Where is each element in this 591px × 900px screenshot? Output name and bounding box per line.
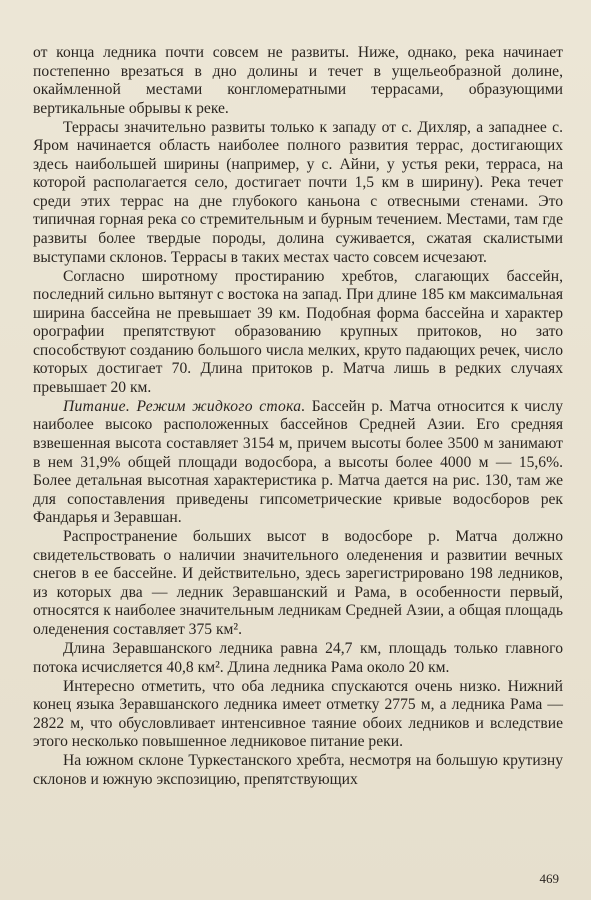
paragraph-6: Длина Зеравшанского ледника равна 24,7 км, площадь только главного потока исчисляется 40,8 км². Длина ледника Рама около 20 км. xyxy=(33,640,563,676)
paragraph-8: На южном склоне Туркестанского хребта, несмотря на большую крутизну склонов и южную экспозицию, препятствующих xyxy=(33,752,563,788)
paragraph-1: от конца ледника почти совсем не развиты. Ниже, однако, река начинает постепенно врезаться в дно долины и течет в ущельеобразной долине, окаймленной местами конгломератными террасами, образующими вертикальные обрывы к реке. xyxy=(33,44,563,117)
page-number: 469 xyxy=(539,871,559,886)
paragraph-2: Террасы значительно развиты только к западу от с. Дихляр, а западнее с. Яром начинается область наиболее полного развития террас, достигающих здесь наибольшей ширины (например, у с. Айни, у устья реки, терраса, на которой располагается село, достигает почти 1,5 км в ширину). Река течет среди этих террас на дне глубокого каньона с отвесными стенами. Это типичная горная река со стремительным и бурным течением. Местами, там где развиты более твердые породы, долина суживается, сжатая скалистыми выступами склонов. Террасы в таких местах часто совсем исчезают. xyxy=(33,118,563,266)
paragraph-7: Интересно отметить, что оба ледника спускаются очень низко. Нижний конец языка Зеравшанского ледника имеет отметку 2775 м, а ледника Рама — 2822 м, что обусловливает интенсивное таяние обоих ледников и вследствие этого несколько повышенное ледниковое питание реки. xyxy=(33,677,563,751)
paragraph-3: Согласно широтному простиранию хребтов, слагающих бассейн, последний сильно вытянут с востока на запад. При длине 185 км максимальная ширина бассейна не превышает 39 км. Подобная форма бассейна и характер орографии препятствуют образованию крупных притоков, но зато способствуют созданию большого числа мелких, круто падающих речек, число которых достигает 70. Длина притоков р. Матча лишь в редких случаях превышает 20 км. xyxy=(33,267,563,396)
paragraph-4-text: Бассейн р. Матча относится к числу наиболее высоко расположенных бассейнов Средней Азии. Его средняя взвешенная высота составляет 3154 м, причем высоты более 3500 м занимают в нем 31,9% общей площади водосбора, а высоты более 4000 м — 15,6%. Более детальная высотная характеристика р. Матча дается на рис. 130, там же для сопоставления приведены гипсометрические кривые водосборов рек Фандарья и Зеравшан. xyxy=(33,397,563,527)
section-heading-inline: Питание. Режим жидкого стока. xyxy=(63,397,306,415)
paragraph-4 xyxy=(33,398,563,528)
paragraph-5: Распространение больших высот в водосборе р. Матча должно свидетельствовать о наличии значительного оледенения и развитии вечных снегов в ее бассейне. И действительно, здесь зарегистрировано 198 ледников, из которых два — ледник Зеравшанский и Рама, в особенности первый, относятся к наиболее значительным ледникам Средней Азии, а общая площадь оледенения составляет 375 км². xyxy=(33,528,563,638)
